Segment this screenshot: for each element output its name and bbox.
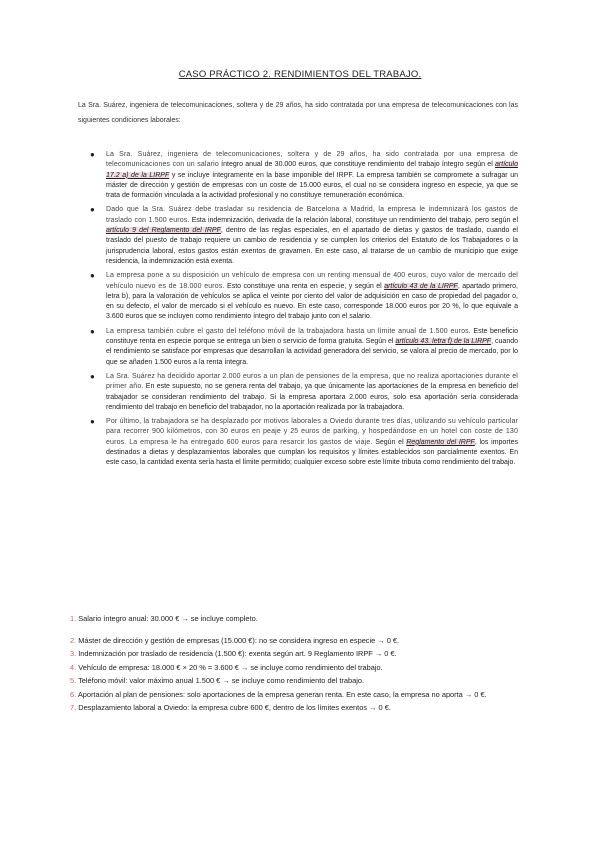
summary-item: 6. Aportación al plan de pensiones: solo aportaciones de la empresa generan renta. En este caso, la empresa no aporta → 0 €.: [70, 689, 487, 699]
summary-item: 7. Desplazamiento laboral a Oviedo: la empresa cubre 600 €, dentro de los límites exentos → 0 €.: [70, 703, 391, 712]
law-reference: artículo 43 de la LIRPF: [384, 282, 458, 290]
summary-item: 2. Máster de dirección y gestión de empresas (15.000 €): no se considera ingreso en especie → 0 €.: [70, 635, 400, 645]
bullet-icon: ●: [90, 205, 95, 215]
list-item: ● Por último, la trabajadora se ha desplazado por motivos laborales a Oviedo durante tres días, utilizando su vehículo particular para recorrer 900 kilómetros, con 30 euros en peaje y 25 euros de parking, y hospedándose en un hotel con coste de 130 euros. La empresa le ha entregado 600 euros para resarcir los gastos de viaje. Según el Reglamento del IRPF, los importes destinados a dietas y desplazamientos laborales que cumplan los requisitos y límites establecidos son parcialmente exentos. En este caso, la cantidad exenta sería hasta el límite permitido; cualquier exceso sobre este límite tributa como rendimiento del trabajo.: [90, 417, 518, 467]
summary-item: 4. Vehículo de empresa: 18.000 € × 20 % = 3.600 € → se incluye como rendimiento del trabajo.: [70, 662, 383, 672]
bullet-icon: ●: [90, 417, 95, 427]
bullet-icon: ●: [90, 271, 95, 281]
list-item: ● La Sra. Suárez, ingeniera de telecomunicaciones, soltera y de 29 años, ha sido contratada por una empresa de telecomunicaciones con un salario íntegro anual de 30.000 euros, que constituye rendimiento del trabajo íntegro según el artículo 17.2 a) de la LIRPF y se incluye íntegramente en la base imponible del IRPF. La empresa también se compromete a sufragar un máster de dirección y gestión de empresas con un coste de 15.000 euros, el cual no se considera ingreso en especie, ya que se trata de formación vinculada a la actividad profesional y no constituye remuneración económica.: [90, 150, 518, 200]
list-item: ● Dado que la Sra. Suárez debe trasladar su residencia de Barcelona a Madrid, la empresa le indemnizará los gastos de traslado con 1.500 euros. Esta indemnización, derivada de la relación laboral, constituye un rendimiento del trabajo, pero según el artículo 9 del Reglamento del IRPF, dentro de las reglas especiales, en el apartado de dietas y gastos de traslado, cuando el traslado del puesto de trabajo requiere un cambio de residencia y se cumplen los criterios del Estatuto de los Trabajadores o la jurisprudencia laboral, estos gastos están exentos de gravamen. En este caso, al tratarse de un cambio de municipio que exige residencia, la indemnización está exenta.: [90, 205, 519, 265]
law-reference: Reglamento del IRPF: [406, 438, 475, 446]
conditions-list: [78, 150, 518, 473]
law-reference: artículo 9 del Reglamento del IRPF: [106, 227, 221, 235]
summary-item: 1. Salario íntegro anual: 30.000 € → se incluye completo.: [70, 614, 258, 623]
bullet-icon: ●: [90, 326, 95, 336]
document-title: CASO PRÁCTICO 2. RENDIMIENTOS DEL TRABAJO.: [178, 69, 422, 80]
law-reference: artículo 17.2 a) de la LIRPF: [106, 161, 518, 179]
law-reference: artículo 43. letra f) de la LIRPF: [395, 338, 492, 346]
summary-item: 3. Indemnización por traslado de residencia (1.500 €): exenta según art. 9 Reglamento IRPF → 0 €.: [70, 649, 397, 658]
bullet-icon: ●: [90, 371, 95, 381]
list-item: ● La empresa pone a su disposición un vehículo de empresa con un renting mensual de 400 euros, cuyo valor de mercado del vehículo nuevo es de 18.000 euros. Esto constituye una renta en especie, y según el artículo 43 de la LIRPF, apartado primero, letra b), para la valoración de vehículos se aplica el veinte por ciento del valor de adquisición en caso de propiedad del pagador o, en su defecto, el valor de mercado si el vehículo es nuevo. En este caso, corresponde 18.000 euros por 20 %, lo que equivale a 3.600 euros que se incluyen como rendimiento íntegro del trabajo junto con el salario.: [90, 271, 518, 321]
intro-paragraph: La Sra. Suárez, ingeniera de telecomunicaciones, soltera y de 29 años, ha sido contratada por una empresa de telecomunicaciones con las siguientes condiciones laborales:: [78, 102, 518, 124]
summary-list: [70, 612, 530, 715]
bullet-icon: ●: [90, 150, 95, 159]
list-item: ● La Sra. Suárez ha decidido aportar 2.000 euros a un plan de pensiones de la empresa, que no realiza aportaciones durante el primer año. En este supuesto, no se genera renta del trabajo, ya que únicamente las aportaciones de la empresa en beneficio del trabajador se consideran rendimiento del trabajo. Si la empresa aportara 2.000 euros, solo esa aportación sería considerada rendimiento del trabajo en beneficio del trabajador, no la aportación realizada por la trabajadora.: [90, 371, 518, 411]
list-item: ● La empresa también cubre el gasto del teléfono móvil de la trabajadora hasta un límite anual de 1.500 euros. Este beneficio constituye renta en especie porque se entrega un bien o servicio de forma gratuita. Según el artículo 43. letra f) de la LIRPF, cuando el rendimiento se satisface por empresas que desarrollan la actividad generadora del servicio, se valora al precio de mercado, por lo que se añaden 1.500 euros a la renta íntegra.: [90, 326, 519, 366]
summary-item: 5. Teléfono móvil: valor máximo anual 1.500 € → se incluye como rendimiento del trabajo.: [70, 676, 365, 685]
